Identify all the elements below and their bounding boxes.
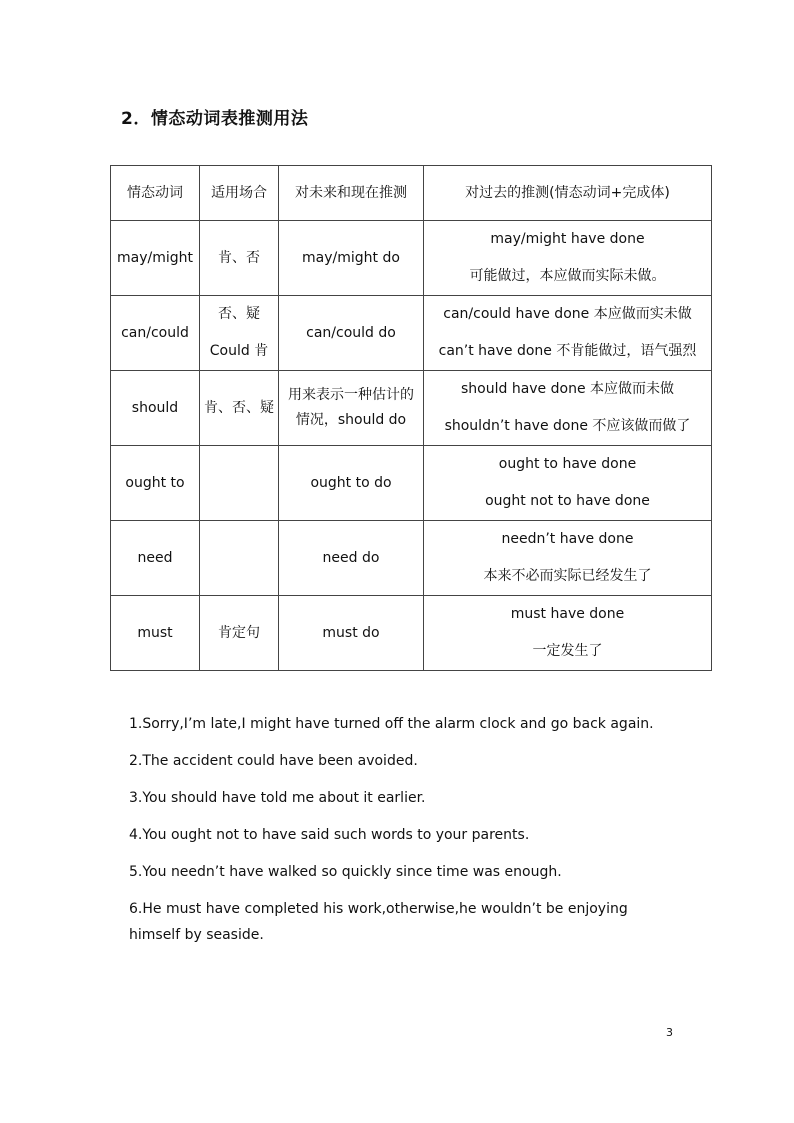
table-row [111, 371, 712, 446]
table-row [111, 446, 712, 521]
page-number: 3 [666, 1026, 673, 1039]
table-header-row [111, 166, 712, 221]
example-sentence-2: 2.The accident could have been avoided. [129, 753, 418, 769]
modal-verb-table [110, 165, 712, 671]
example-sentence-5: 5.You needn’t have walked so quickly since time was enough. [129, 864, 562, 880]
example-sentence-3: 3.You should have told me about it earlier. [129, 790, 426, 806]
cell-verb: should [111, 371, 200, 446]
example-sentence-6: 6.He must have completed his work,otherwise,he wouldn’t be enjoying himself by seaside. [129, 901, 628, 943]
table-row [111, 596, 712, 671]
cell-past: should have done 本应做而未做 shouldn’t have done 不应该做而做了 [424, 371, 712, 446]
header-cell-past: 对过去的推测(情态动词+完成体) [424, 166, 712, 221]
section-heading: 2．情态动词表推测用法 [121, 109, 309, 129]
cell-verb: ought to [111, 446, 200, 521]
cell-past: ought to have done ought not to have done [424, 446, 712, 521]
cell-verb: need [111, 521, 200, 596]
cell-usage: 肯、否 [200, 221, 279, 296]
header-cell-usage: 适用场合 [200, 166, 279, 221]
cell-past: needn’t have done 本来不必而实际已经发生了 [424, 521, 712, 596]
cell-present: may/might do [279, 221, 424, 296]
cell-present: must do [279, 596, 424, 671]
example-sentence-1: 1.Sorry,I’m late,I might have turned off the alarm clock and go back again. [129, 716, 654, 732]
cell-usage: 否、疑 Could 肯 [200, 296, 279, 371]
cell-usage [200, 521, 279, 596]
header-cell-present: 对未来和现在推测 [279, 166, 424, 221]
table-row [111, 221, 712, 296]
table-row [111, 296, 712, 371]
example-sentence-4: 4.You ought not to have said such words to your parents. [129, 827, 530, 843]
cell-verb: must [111, 596, 200, 671]
cell-usage: 肯、否、疑 [200, 371, 279, 446]
cell-present: ought to do [279, 446, 424, 521]
cell-past: may/might have done 可能做过，本应做而实际未做。 [424, 221, 712, 296]
header-cell-verb: 情态动词 [111, 166, 200, 221]
cell-past: must have done 一定发生了 [424, 596, 712, 671]
cell-usage [200, 446, 279, 521]
cell-usage: 肯定句 [200, 596, 279, 671]
table-row [111, 521, 712, 596]
cell-present: need do [279, 521, 424, 596]
example-sentences [120, 711, 680, 959]
cell-present: 用来表示一种估计的情况，should do [279, 371, 424, 446]
cell-past: can/could have done 本应做而实未做 can’t have done 不肯能做过，语气强烈 [424, 296, 712, 371]
cell-verb: can/could [111, 296, 200, 371]
cell-present: can/could do [279, 296, 424, 371]
cell-verb: may/might [111, 221, 200, 296]
